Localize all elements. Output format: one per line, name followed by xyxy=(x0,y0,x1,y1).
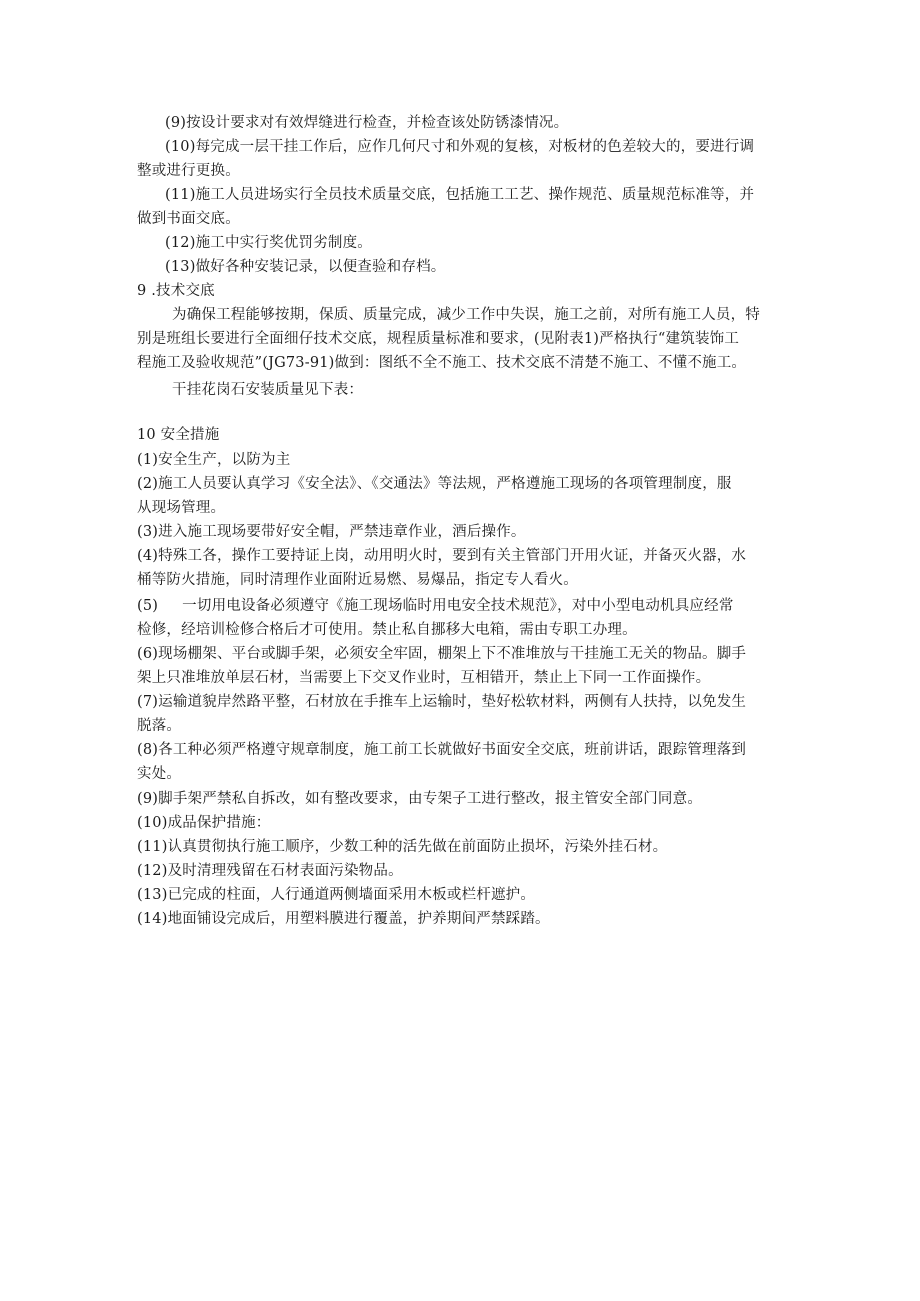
list-item: (11)施工人员进场实行全员技术质量交底，包括施工工艺、操作规范、质量规范标准等，并 xyxy=(165,187,755,203)
list-item-continuation: 脱落。 xyxy=(137,718,182,734)
list-item: (9)脚手架严禁私自拆改，如有整改要求，由专架子工进行整改，报主管安全部门同意。 xyxy=(137,791,703,807)
list-item: (14)地面铺设完成后，用塑料膜进行覆盖，护养期间严禁踩踏。 xyxy=(137,911,550,927)
list-item: (5) 一切用电设备必须遵守《施工现场临时用电安全技术规范》，对中小型电动机具应经常 xyxy=(137,598,734,614)
list-item: (8)各工种必须严格遵守规章制度，施工前工长就做好书面安全交底，班前讲话，跟踪管理落到 xyxy=(137,742,747,758)
list-item-continuation: 做到书面交底。 xyxy=(137,211,240,227)
list-item: (13)做好各种安装记录，以便查验和存档。 xyxy=(165,259,446,275)
list-item-continuation: 检修，经培训检修合格后才可使用。禁止私自挪移大电箱，需由专职工办理。 xyxy=(137,622,637,638)
paragraph-line: 程施工及验收规范”(JG73-91)做到：图纸不全不施工、技术交底不清楚不施工、不懂不施工。 xyxy=(137,355,747,371)
list-item-continuation: 实处。 xyxy=(137,766,182,782)
table-note: 干挂花岗石安装质量见下表： xyxy=(172,382,364,398)
list-item-continuation: 整或进行更换。 xyxy=(137,163,240,179)
list-item-continuation: 从现场管理。 xyxy=(137,500,226,516)
list-item-continuation: 架上只准堆放单层石材，当需要上下交叉作业时，互相错开，禁止上下同一工作面操作。 xyxy=(137,670,711,686)
list-item: (3)进入施工现场要带好安全帽，严禁违章作业，酒后操作。 xyxy=(137,524,526,540)
list-item: (1)安全生产，以防为主 xyxy=(137,452,291,468)
list-item: (6)现场棚架、平台或脚手架，必须安全牢固，棚架上下不准堆放与干挂施工无关的物品。脚手 xyxy=(137,646,747,662)
paragraph-line: 别是班组长要进行全面细仔技术交底，规程质量标准和要求，(见附表1)严格执行“建筑装饰工 xyxy=(137,331,740,347)
list-item: (13)已完成的柱面，人行通道两侧墙面采用木板或栏杆遮护。 xyxy=(137,887,536,903)
list-item: (11)认真贯彻执行施工顺序，少数工种的活先做在前面防止损坏，污染外挂石材。 xyxy=(137,839,668,855)
list-item: (10)每完成一层干挂工作后，应作几何尺寸和外观的复核，对板材的色差较大的，要进行调 xyxy=(165,139,755,155)
section-heading: 10 安全措施 xyxy=(137,427,220,443)
list-item-continuation: 桶等防火措施，同时清理作业面附近易燃、易爆品，指定专人看火。 xyxy=(137,572,578,588)
list-item: (12)及时清理残留在石材表面污染物品。 xyxy=(137,863,403,879)
list-item: (2)施工人员要认真学习《安全法》、《交通法》等法规，严格遵施工现场的各项管理制度，服 xyxy=(137,476,732,492)
list-item: (10)成品保护措施： xyxy=(137,815,271,831)
paragraph-line: 为确保工程能够按期，保质、质量完成，减少工作中失误，施工之前，对所有施工人员，特 xyxy=(172,307,760,323)
list-item: (12)施工中实行奖优罚劣制度。 xyxy=(165,235,372,251)
section-heading: 9 .技术交底 xyxy=(137,283,215,299)
list-item: (4)特殊工各，操作工要持证上岗，动用明火时，要到有关主管部门开用火证，并备灭火器，水 xyxy=(137,548,747,564)
list-item: (7)运输道貌岸然路平整，石材放在手推车上运输时，垫好松软材料，两侧有人扶持，以免发生 xyxy=(137,694,747,710)
list-item: (9)按设计要求对有效焊缝进行检查，并检查该处防锈漆情况。 xyxy=(165,115,569,131)
